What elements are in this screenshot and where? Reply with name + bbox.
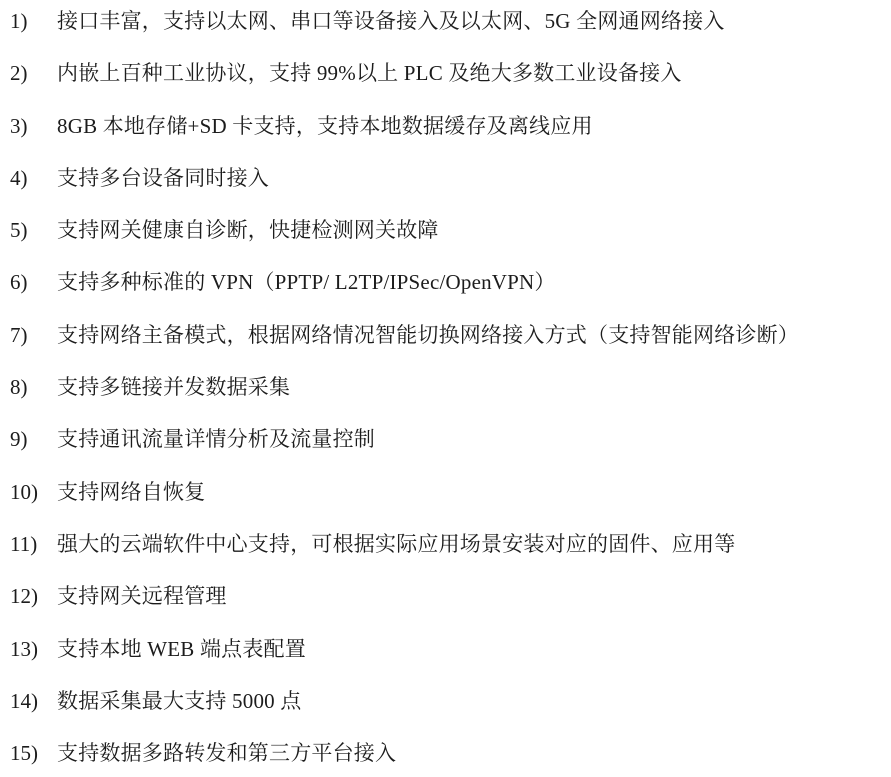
list-item-number: 2) xyxy=(10,61,28,86)
list-item xyxy=(10,689,885,741)
list-item xyxy=(10,270,885,322)
list-item xyxy=(10,584,885,636)
list-item-number: 1) xyxy=(10,9,28,33)
list-item-text: 支持网络自恢复 xyxy=(57,479,206,504)
list-item-number: 5) xyxy=(10,218,28,243)
list-item-text: 数据采集最大支持 5000 点 xyxy=(57,688,302,713)
list-item-number: 9) xyxy=(10,427,28,452)
list-item xyxy=(10,218,885,270)
list-item-text: 支持多台设备同时接入 xyxy=(57,165,269,190)
list-item xyxy=(10,375,885,427)
list-item-text: 支持多链接并发数据采集 xyxy=(57,375,291,400)
list-item-text: 支持网关健康自诊断，快捷检测网关故障 xyxy=(57,218,439,243)
list-item xyxy=(10,323,885,375)
list-item xyxy=(10,741,885,777)
list-item xyxy=(10,637,885,689)
list-item xyxy=(10,532,885,584)
list-item-text: 支持本地 WEB 端点表配置 xyxy=(57,636,306,661)
list-item-number: 4) xyxy=(10,165,28,190)
list-item xyxy=(10,480,885,532)
list-item-text: 支持网关远程管理 xyxy=(57,584,227,609)
list-item-number: 11) xyxy=(10,531,38,556)
list-item xyxy=(10,114,885,166)
feature-list xyxy=(10,9,885,777)
list-item-number: 6) xyxy=(10,270,28,295)
list-item-text: 支持多种标准的 VPN（PPTP/ L2TP/IPSec/OpenVPN） xyxy=(57,270,556,295)
list-item-text: 接口丰富，支持以太网、串口等设备接入及以太网、5G 全网通网络接入 xyxy=(57,9,725,33)
list-item-number: 7) xyxy=(10,322,28,347)
list-item-number: 15) xyxy=(10,741,38,766)
list-item-number: 8) xyxy=(10,375,28,400)
list-item xyxy=(10,427,885,479)
list-item-text: 支持通讯流量详情分析及流量控制 xyxy=(57,427,375,452)
list-item-text: 强大的云端软件中心支持，可根据实际应用场景安装对应的固件、应用等 xyxy=(57,531,736,556)
list-item-text: 内嵌上百种工业协议，支持 99%以上 PLC 及绝大多数工业设备接入 xyxy=(57,61,682,86)
list-item-text: 8GB 本地存储+SD 卡支持，支持本地数据缓存及离线应用 xyxy=(57,113,593,138)
list-item xyxy=(10,9,885,61)
list-item-text: 支持网络主备模式，根据网络情况智能切换网络接入方式（支持智能网络诊断） xyxy=(57,322,799,347)
list-item-text: 支持数据多路转发和第三方平台接入 xyxy=(57,741,397,766)
list-item-number: 3) xyxy=(10,113,28,138)
list-item xyxy=(10,61,885,113)
list-item-number: 14) xyxy=(10,688,38,713)
list-item-number: 10) xyxy=(10,479,38,504)
list-item-number: 13) xyxy=(10,636,38,661)
list-item-number: 12) xyxy=(10,584,38,609)
list-item xyxy=(10,166,885,218)
